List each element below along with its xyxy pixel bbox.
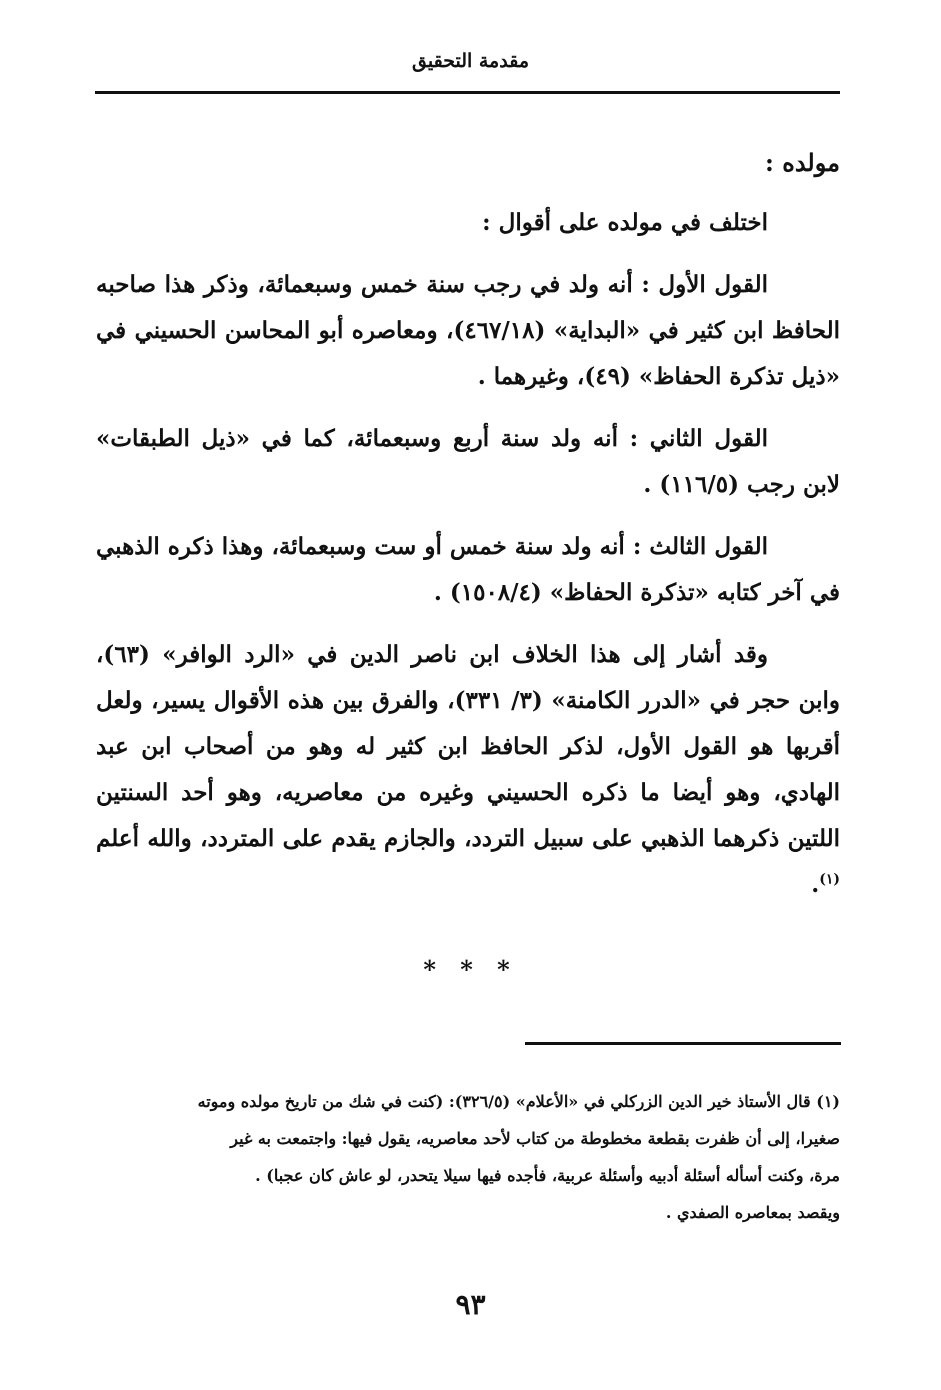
section-heading: مولده : [765,148,840,177]
footnote-line-1: (١) قال الأستاذ خير الدين الزركلي في «الأعلام» (٣٢٦/٥): (كنت في شك من تاريخ مولده وموته [197,1092,840,1111]
footnote-block [96,1083,840,1231]
page-number: ٩٣ [455,1288,486,1321]
footnote-line-2: صغيرا، إلى أن ظفرت بقطعة مخطوطة من كتاب لأحد معاصريه، يقول فيها: واجتمعت به غير [230,1129,840,1148]
first-opinion-paragraph: القول الأول : أنه ولد في رجب سنة خمس وسبعمائة، وذكر هذا صاحبه الحافظ ابن كثير في «البداية» (٤٦٧/١٨)، ومعاصره أبو المحاسن الحسيني في «ذيل تذكرة الحفاظ» (٤٩)، وغيرهما . [96,271,840,390]
third-opinion-paragraph: القول الثالث : أنه ولد سنة خمس أو ست وسبعمائة، وهذا ذكره الذهبي في آخر كتابه «تذكرة الحفاظ» (١٥٠٨/٤) . [96,533,840,606]
running-title: مقدمة التحقيق [412,50,529,72]
footnote-rule [525,1042,841,1045]
discussion-text: وقد أشار إلى هذا الخلاف ابن ناصر الدين في «الرد الوافر» (٦٣)، وابن حجر في «الدرر الكامنة» (٣/ ٣٣١)، والفرق بين هذه الأقوال يسير، ولعل أقربها هو القول الأول، لذكر الحافظ ابن كثير له وهو من أصحاب ابن عبد الهادي، وهو أيضا ما ذكره الحسيني وغيره من معاصريه، وهو أحد السنتين اللتين ذكرهما الذهبي على سبيل التردد، والجازم يقدم على المتردد، والله أعلم [96,641,840,852]
main-text [96,140,840,924]
section-separator: * * * [423,955,518,984]
discussion-paragraph [96,632,840,908]
intro-paragraph: اختلف في مولده على أقوال : [482,209,768,236]
footnote-reference: (١) [819,871,840,888]
footnote-line-4: ويقصد بمعاصره الصفدي . [665,1203,840,1222]
footnote-line-3: مرة، وكنت أسأله أسئلة أدبيه وأسئلة عربية، فأجده فيها سيلا يتحدر، لو عاش كان عجبا) . [255,1166,840,1185]
closing-period: . [811,871,820,898]
second-opinion-paragraph: القول الثاني : أنه ولد سنة أربع وسبعمائة، كما في «ذيل الطبقات» لابن رجب (١١٦/٥) . [96,425,840,498]
header-rule [95,91,840,94]
